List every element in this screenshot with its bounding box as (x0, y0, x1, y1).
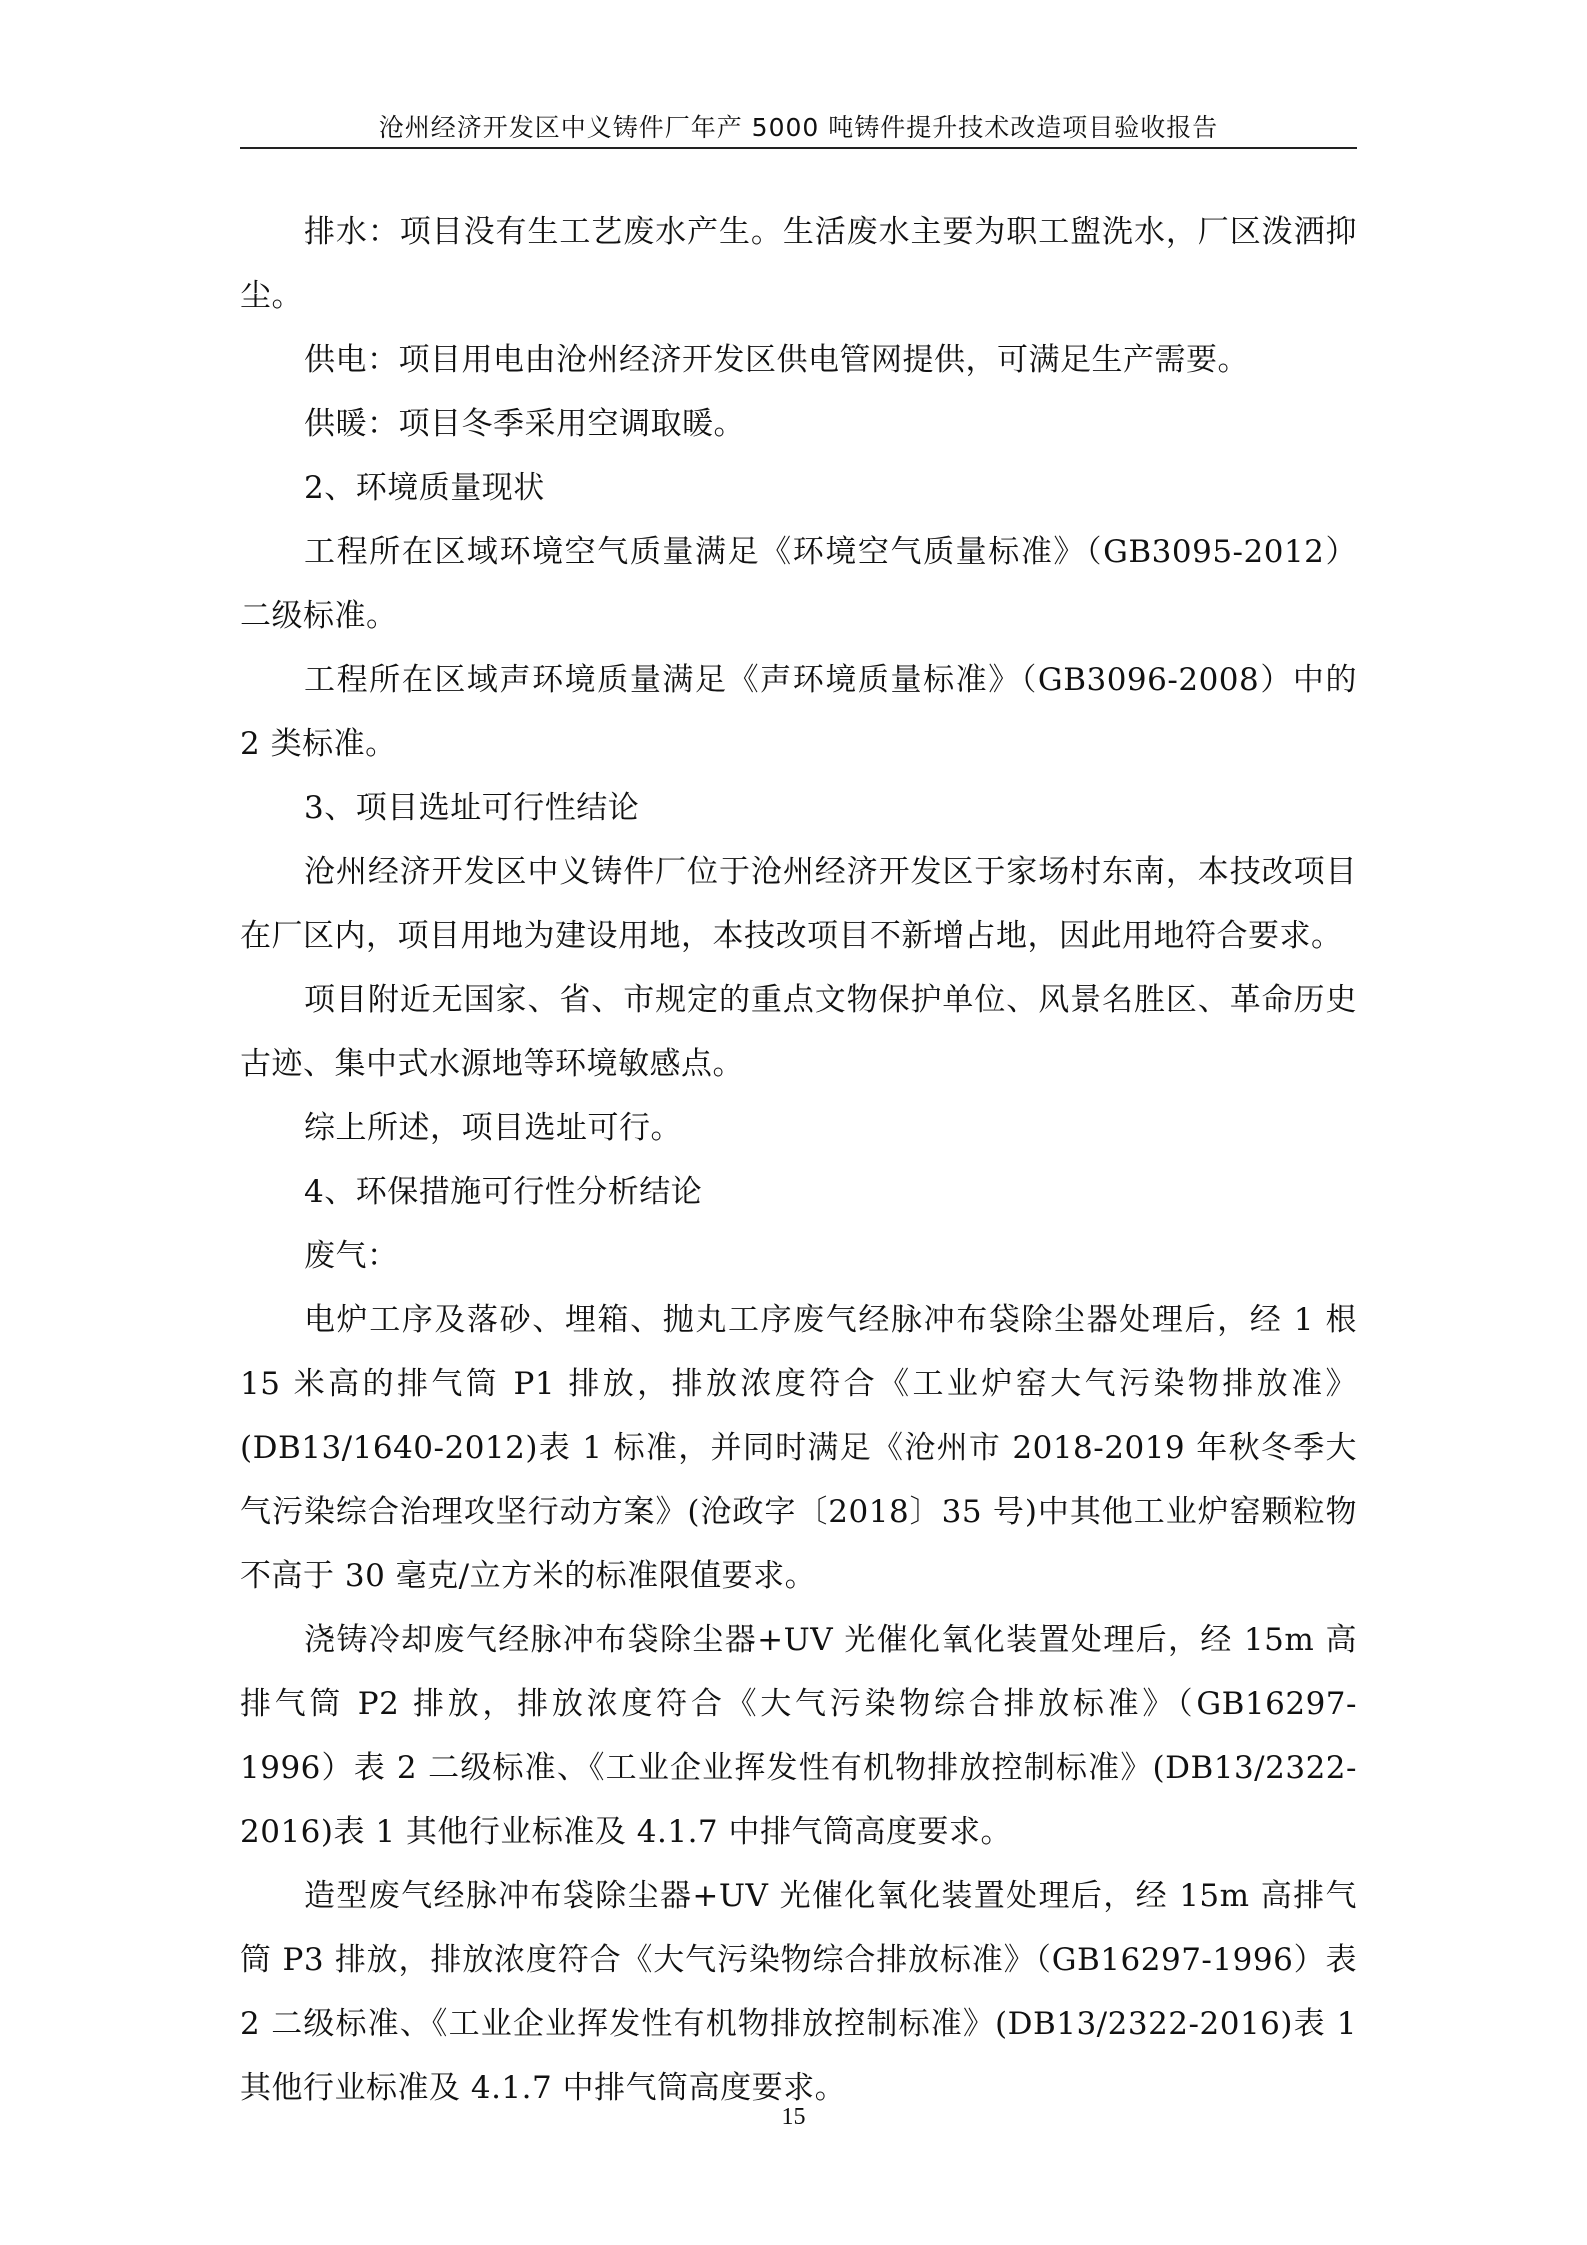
section-heading-measures-feasibility: 4、环保措施可行性分析结论 (304, 1174, 703, 1210)
paragraph-furnace-exhaust: 电炉工序及落砂、埋箱、抛丸工序废气经脉冲布袋除尘器处理后，经 1 根 15 米高的排气筒 P1 排放，排放浓度符合《工业炉窑大气污染物排放准》(DB13/1640-2012)表 1 标准，并同时满足《沧州市 2018-2019 年秋冬季大气污染综合治理攻坚行动方案》(沧政字〔2018〕35 号)中其他工业炉窑颗粒物不高于 30 毫克/立方米的标准限值要求。 (240, 1302, 1357, 1594)
section-heading-site-feasibility: 3、项目选址可行性结论 (304, 790, 640, 826)
header-rule (240, 147, 1357, 149)
paragraph-casting-exhaust: 浇铸冷却废气经脉冲布袋除尘器+UV 光催化氧化装置处理后，经 15m 高排气筒 P2 排放，排放浓度符合《大气污染物综合排放标准》（GB16297-1996）表 2 二级标准、《工业企业挥发性有机物排放控制标准》(DB13/2322-2016)表 1 其他行业标准及 4.1.7 中排气筒高度要求。 (240, 1622, 1357, 1850)
paragraph-heating: 供暖：项目冬季采用空调取暖。 (304, 406, 745, 442)
paragraph-noise-quality: 工程所在区域声环境质量满足《声环境质量标准》（GB3096-2008）中的 2 类标准。 (240, 662, 1357, 762)
paragraph-waste-gas-label: 废气： (304, 1238, 399, 1274)
document-body (240, 200, 1357, 2120)
paragraph-sensitive-points: 项目附近无国家、省、市规定的重点文物保护单位、风景名胜区、革命历史古迹、集中式水源地等环境敏感点。 (240, 982, 1357, 1082)
page-number: 15 (781, 2104, 806, 2130)
paragraph-air-quality: 工程所在区域环境空气质量满足《环境空气质量标准》（GB3095-2012）二级标准。 (240, 534, 1357, 634)
running-header: 沧州经济开发区中义铸件厂年产 5000 吨铸件提升技术改造项目验收报告 (378, 113, 1219, 142)
paragraph-site-conclusion: 综上所述，项目选址可行。 (304, 1110, 682, 1146)
paragraph-drainage: 排水：项目没有生工艺废水产生。生活废水主要为职工盥洗水，厂区泼洒抑尘。 (240, 214, 1357, 314)
section-heading-environment-quality: 2、环境质量现状 (304, 470, 545, 506)
paragraph-molding-exhaust: 造型废气经脉冲布袋除尘器+UV 光催化氧化装置处理后，经 15m 高排气筒 P3 排放，排放浓度符合《大气污染物综合排放标准》（GB16297-1996）表 2 二级标准、《工业企业挥发性有机物排放控制标准》(DB13/2322-2016)表 1 其他行业标准及 4.1.7 中排气筒高度要求。 (240, 1878, 1357, 2106)
paragraph-power-supply: 供电：项目用电由沧州经济开发区供电管网提供，可满足生产需要。 (304, 342, 1249, 378)
paragraph-site-location: 沧州经济开发区中义铸件厂位于沧州经济开发区于家场村东南，本技改项目在厂区内，项目用地为建设用地，本技改项目不新增占地，因此用地符合要求。 (240, 854, 1357, 954)
